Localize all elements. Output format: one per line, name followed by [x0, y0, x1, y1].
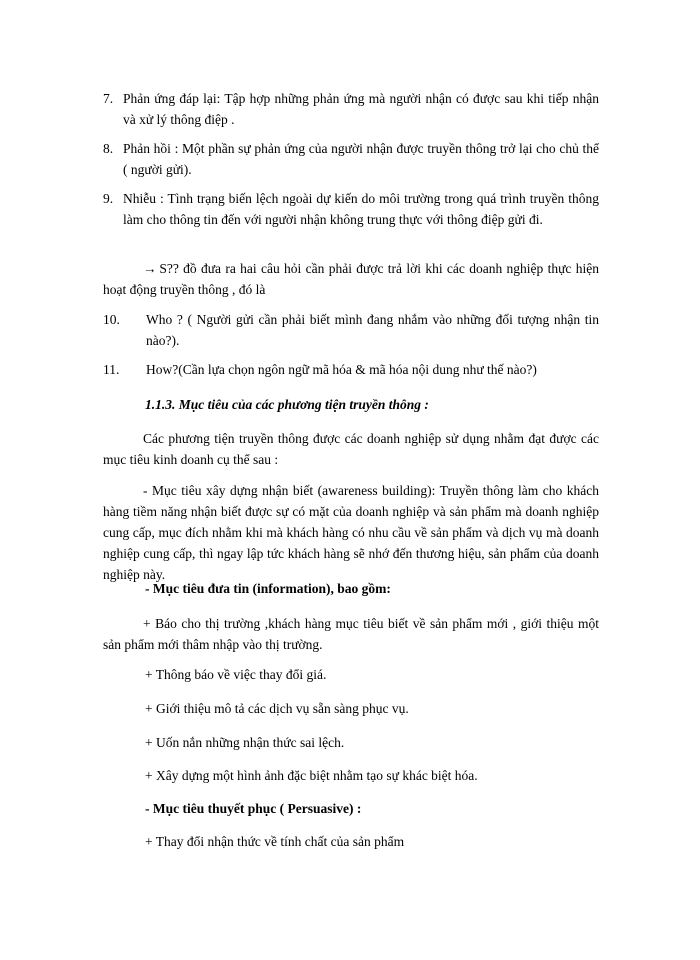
- list-item-11: [103, 359, 599, 380]
- persuasive-item-1: + Thay đổi nhận thức về tính chất của sản phẩm: [145, 834, 405, 849]
- list-number: 10.: [103, 312, 120, 327]
- list-text: Nhiễu : Tình trạng biến lệch ngoài dự kiến do môi trường trong quá trình truyền thông làm cho thông tin đến với người nhận không trung thực với thông điệp gửi đi.: [123, 191, 599, 227]
- persuasive-heading: - Mục tiêu thuyết phục ( Persuasive) :: [145, 801, 362, 816]
- list-number: 8.: [103, 141, 114, 156]
- list-text: Phản hồi : Một phần sự phản ứng của người nhận được truyền thông trở lại cho chủ thể ( người gửi).: [123, 141, 599, 177]
- info-item-2: + Thông báo về việc thay đổi giá.: [145, 667, 327, 682]
- info-item-1: + Báo cho thị trường ,khách hàng mục tiêu biết về sản phẩm mới , giới thiệu một sản phẩm mới thâm nhập vào thị trường.: [103, 616, 599, 652]
- list-item-7: [103, 88, 599, 130]
- arrow-paragraph-text: S?? đồ đưa ra hai câu hỏi cần phải được trả lời khi các doanh nghiệp thực hiện hoạt động truyền thông , đó là: [103, 261, 599, 297]
- list-text: Who ? ( Người gửi cần phải biết mình đang nhắm vào những đối tượng nhận tin nào?).: [146, 312, 599, 348]
- arrow-icon: →: [143, 261, 157, 276]
- list-text: Phản ứng đáp lại: Tập hợp những phản ứng mà người nhận có được sau khi tiếp nhận và xử lý thông điệp .: [123, 91, 599, 127]
- list-number: 9.: [103, 191, 114, 206]
- awareness-paragraph: - Mục tiêu xây dựng nhận biết (awareness building): Truyền thông làm cho khách hàng tiềm năng nhận biết được sự có mặt của doanh nghiệp và sản phẩm mà doanh nghiệp cung cấp, mục đích nhằm khi mà khách hàng có nhu cầu về sản phẩm và dịch vụ mà doanh nghiệp cung cấp, thì ngay lập tức khách hàng sẽ nhớ đến thương hiệu, sản phẩm của doanh nghiệp này.: [103, 483, 599, 582]
- list-item-9: [103, 188, 599, 230]
- info-item-3: + Giới thiệu mô tả các dịch vụ sẵn sàng phục vụ.: [145, 701, 409, 716]
- info-item-4: + Uốn nắn những nhận thức sai lệch.: [145, 735, 345, 750]
- info-heading: - Mục tiêu đưa tin (information), bao gồm:: [145, 581, 391, 596]
- list-item-8: [103, 138, 599, 180]
- list-item-10: [103, 309, 599, 351]
- arrow-paragraph: [103, 258, 599, 300]
- list-number: 11.: [103, 362, 120, 377]
- list-number: 7.: [103, 91, 114, 106]
- list-text: How?(Cần lựa chọn ngôn ngữ mã hóa & mã hóa nội dung như thế nào?): [146, 362, 537, 377]
- intro-paragraph: Các phương tiện truyền thông được các doanh nghiệp sử dụng nhằm đạt được các mục tiêu kinh doanh cụ thể sau :: [103, 431, 599, 467]
- info-item-5: + Xây dựng một hình ảnh đặc biệt nhằm tạo sự khác biệt hóa.: [145, 768, 478, 783]
- section-heading: 1.1.3. Mục tiêu của các phương tiện truyền thông :: [145, 397, 429, 412]
